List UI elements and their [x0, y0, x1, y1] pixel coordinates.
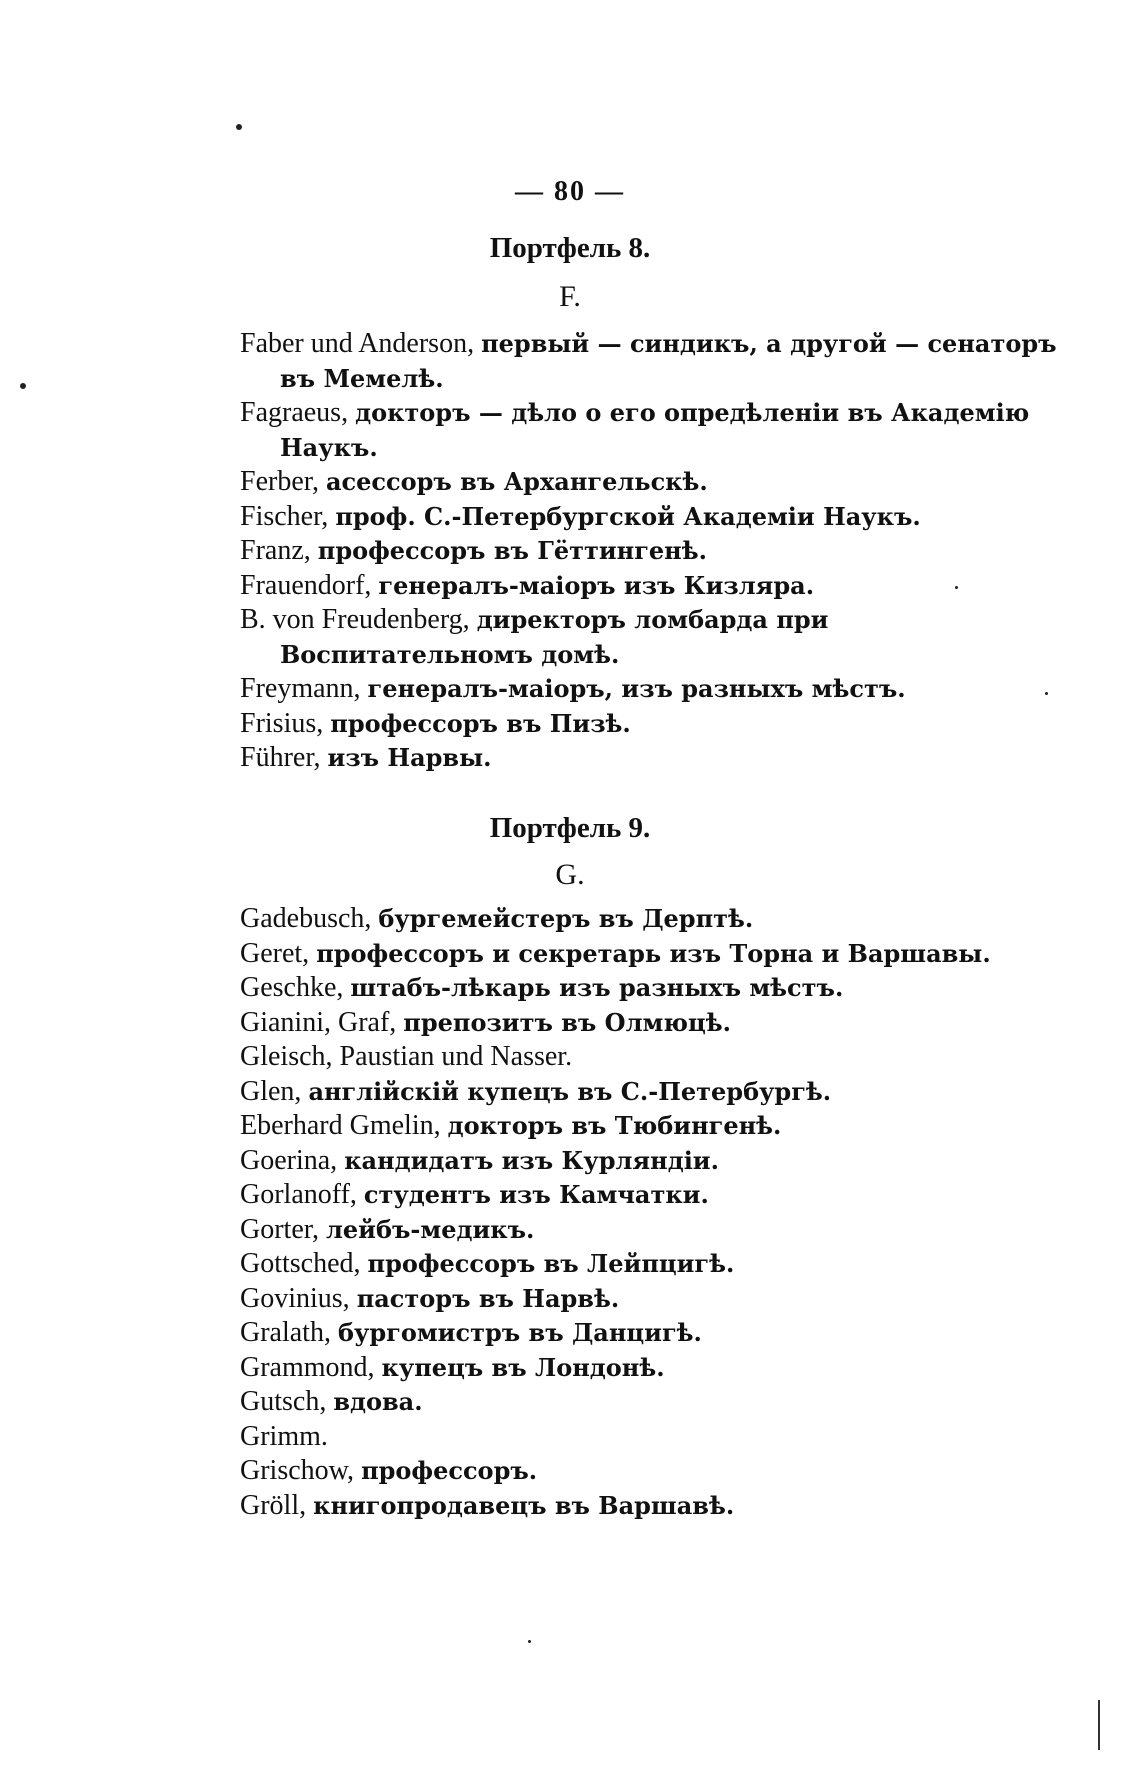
list-item — [240, 971, 1060, 1006]
entry-name: Gadebusch, — [240, 903, 372, 934]
entry-description: асессоръ въ Архангельскѣ. — [325, 467, 708, 496]
list-item — [240, 741, 1060, 776]
list-item — [240, 1489, 1060, 1524]
entry-name: Goerina, — [240, 1144, 338, 1176]
list-item — [240, 1247, 1060, 1282]
ink-speck — [20, 383, 26, 389]
entry-name: Gorlanoff, — [240, 1179, 357, 1210]
entry-description: вдова. — [333, 1387, 423, 1416]
list-item — [240, 672, 1060, 707]
entry-description: бургомистръ въ Данцигѣ. — [337, 1318, 702, 1347]
entry-name: Gottsched, — [240, 1248, 361, 1279]
list-item — [240, 937, 1060, 972]
list-item — [240, 569, 1060, 604]
entry-description: студентъ изъ Камчатки. — [363, 1180, 709, 1209]
entry-list — [240, 327, 1060, 776]
list-item — [240, 1213, 1060, 1248]
entry-name: Führer, — [240, 742, 321, 773]
ink-speck — [236, 124, 242, 130]
entry-name: Gorter, — [240, 1213, 319, 1245]
entry-name: Ferber, — [240, 466, 319, 497]
list-item — [240, 1144, 1060, 1179]
entry-name: Geret, — [240, 937, 310, 969]
entry-name: Gianini, Graf, — [240, 1006, 397, 1038]
entry-description: купецъ въ Лондонѣ. — [381, 1352, 665, 1382]
entry-name: Frisius, — [240, 707, 324, 739]
entry-name: Gröll, — [240, 1489, 307, 1521]
entry-name: Fagraeus, — [240, 397, 349, 428]
list-item — [240, 1420, 1060, 1455]
section-heading: Портфель 8. — [489, 232, 651, 264]
entry-name: Gralath, — [240, 1317, 331, 1348]
entry-description: профессоръ въ Лейпцигѣ. — [367, 1249, 735, 1278]
list-item — [240, 1316, 1060, 1351]
entry-description: генералъ-маіоръ изъ Кизляра. — [378, 570, 815, 600]
list-item — [240, 534, 1060, 569]
entry-description: бургемейстеръ въ Дерптѣ. — [378, 904, 754, 933]
section-heading: Портфель 9. — [489, 812, 651, 844]
entry-description: книгопродавецъ въ Варшавѣ. — [313, 1490, 735, 1520]
entry-name: Frauendorf, — [240, 569, 372, 601]
entry-name: Glen, — [240, 1075, 302, 1107]
entry-name: Grischow, — [240, 1455, 355, 1486]
entry-description: англійскій купецъ въ С.-Петербургѣ. — [308, 1076, 832, 1106]
list-item — [240, 1006, 1060, 1041]
entry-name: Govinius, — [240, 1282, 350, 1314]
edge-mark — [1098, 1700, 1100, 1750]
entry-description: штабъ-лѣкарь изъ разныхъ мѣстъ. — [350, 973, 844, 1002]
entry-name: Franz, — [240, 535, 311, 566]
entry-description: директоръ ломбарда при Воспитательномъ домѣ. — [280, 605, 829, 669]
entry-description: изъ Нарвы. — [327, 743, 492, 772]
list-item — [240, 1109, 1060, 1144]
entry-list — [240, 902, 1060, 1523]
entry-name: Fischer, — [240, 500, 329, 532]
list-item — [240, 396, 1060, 465]
list-item — [240, 902, 1060, 937]
entry-description: препозитъ въ Олмюцѣ. — [403, 1007, 731, 1037]
ink-speck — [528, 1640, 531, 1643]
entry-name: Gutsch, — [240, 1386, 327, 1417]
page-number: — 80 — — [515, 176, 625, 207]
list-item — [240, 1282, 1060, 1317]
entry-description: пасторъ въ Нарвѣ. — [356, 1283, 620, 1313]
list-item — [240, 327, 1060, 396]
entry-name: B. von Freudenberg, — [240, 604, 470, 635]
entry-name: Grammond, — [240, 1351, 375, 1383]
list-item — [240, 1178, 1060, 1213]
entry-name: Freymann, — [240, 673, 361, 704]
entry-name: Eberhard Gmelin, — [240, 1110, 441, 1141]
list-item — [240, 465, 1060, 500]
section-letter: F. — [559, 280, 581, 313]
entry-description: докторъ — дѣло о его опредѣленіи въ Академію Наукъ. — [280, 398, 1030, 462]
list-item — [240, 603, 1060, 672]
entry-description: профессоръ въ Пизѣ. — [330, 708, 631, 738]
entry-name: Grimm. — [240, 1420, 328, 1452]
entry-name: Gleisch, Paustian und Nasser. — [240, 1041, 573, 1072]
entry-description: профессоръ въ Гёттингенѣ. — [317, 536, 707, 565]
section-letter: G. — [555, 858, 585, 891]
entry-description: первый — синдикъ, а другой — сенаторъ въ Мемелѣ. — [280, 329, 1057, 393]
entry-description: кандидатъ изъ Курляндіи. — [344, 1145, 719, 1175]
entry-description: профессоръ и секретарь изъ Торна и Варшавы. — [316, 938, 991, 968]
entry-description: лейбъ-медикъ. — [325, 1214, 535, 1244]
list-item — [240, 1385, 1060, 1420]
entry-description: генералъ-маіоръ, изъ разныхъ мѣстъ. — [367, 674, 906, 703]
list-item — [240, 1454, 1060, 1489]
list-item — [240, 1040, 1060, 1075]
list-item — [240, 1075, 1060, 1110]
entry-description: проф. С.-Петербургской Академіи Наукъ. — [335, 501, 921, 531]
entry-description: профессоръ. — [361, 1456, 538, 1485]
entry-name: Geschke, — [240, 972, 344, 1003]
entry-description: докторъ въ Тюбингенѣ. — [447, 1111, 782, 1140]
list-item — [240, 707, 1060, 742]
entry-name: Faber und Anderson, — [240, 328, 475, 359]
list-item — [240, 1351, 1060, 1386]
list-item — [240, 500, 1060, 535]
